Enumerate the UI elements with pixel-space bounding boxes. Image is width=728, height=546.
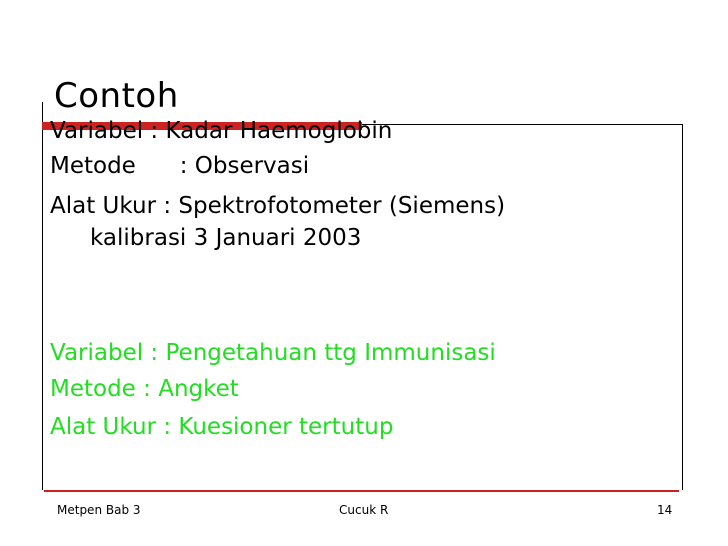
slide-title: Contoh xyxy=(54,76,179,116)
block1-variabel: Variabel : Kadar Haemoglobin xyxy=(50,118,393,144)
block1-alat-ukur-continuation: kalibrasi 3 Januari 2003 xyxy=(90,225,362,251)
footer-left-text: Metpen Bab 3 xyxy=(57,503,141,517)
block2-variabel: Variabel : Pengetahuan ttg Immunisasi xyxy=(50,340,496,366)
block2-alat-ukur: Alat Ukur : Kuesioner tertutup xyxy=(50,414,394,440)
frame-left-border xyxy=(42,102,43,490)
block1-alat-ukur: Alat Ukur : Spektrofotometer (Siemens) xyxy=(50,193,506,219)
frame-right-border xyxy=(682,124,683,490)
footer-author: Cucuk R xyxy=(339,503,389,517)
page-number: 14 xyxy=(657,503,673,517)
block2-metode: Metode : Angket xyxy=(50,376,239,402)
footer-rule xyxy=(44,490,679,492)
block1-metode: Metode : Observasi xyxy=(50,153,310,179)
